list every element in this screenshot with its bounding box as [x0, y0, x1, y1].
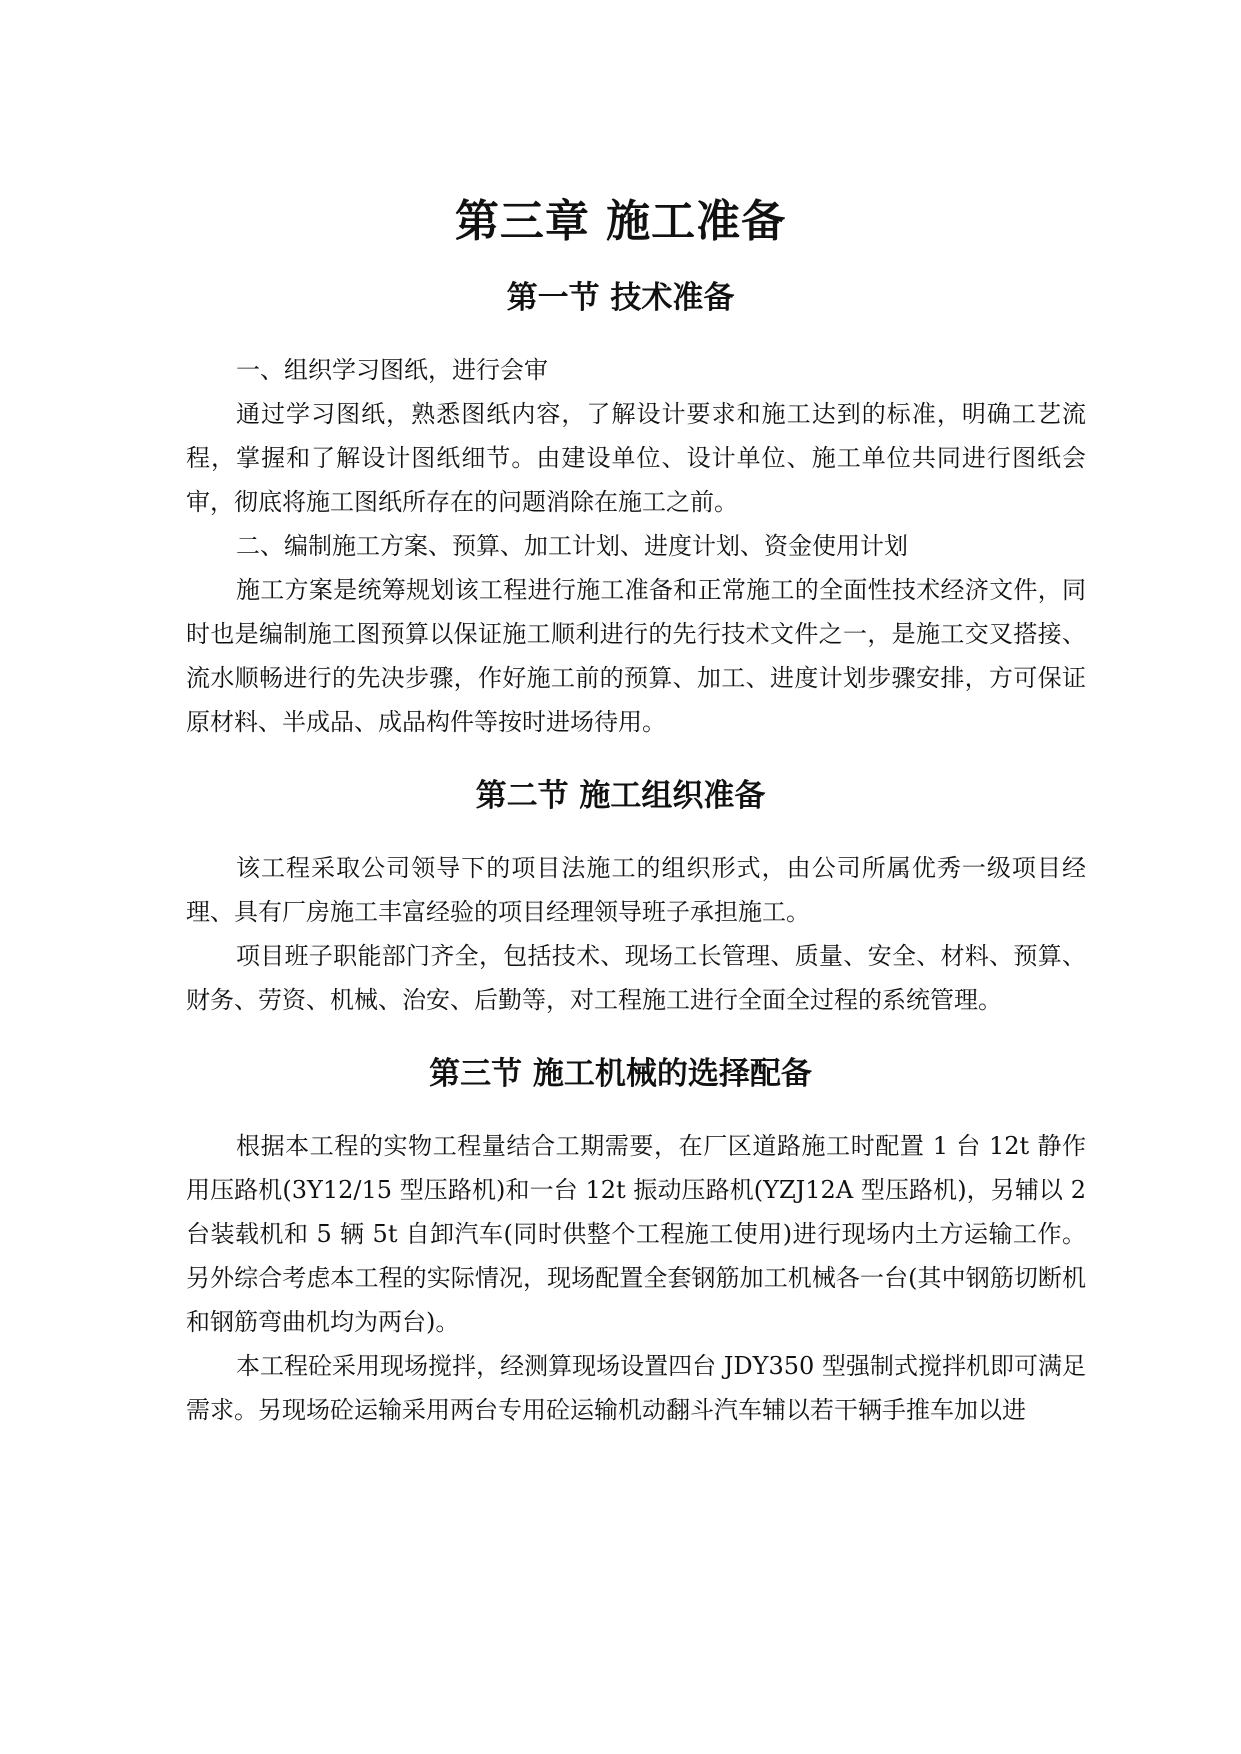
chapter-title: 第三章 施工准备 — [454, 196, 787, 247]
section-title-machinery-selection: 第三节 施工机械的选择配备 — [429, 1056, 812, 1092]
paragraph-organization-form: 该工程采取公司领导下的项目法施工的组织形式，由公司所属优秀一级项目经理、具有厂房施工丰富经验的项目经理领导班子承担施工。 — [186, 854, 1086, 926]
paragraph-construction-plan: 施工方案是统筹规划该工程进行施工准备和正常施工的全面性技术经济文件，同时也是编制施工图预算以保证施工顺利进行的先行技术文件之一，是施工交叉搭接、流水顺畅进行的先决步骤，作好施工前的预算、加工、进度计划步骤安排，方可保证原材料、半成品、成品构件等按时进场待用。 — [186, 576, 1086, 736]
section-title-organization-preparation: 第二节 施工组织准备 — [475, 778, 766, 814]
section-title-technical-preparation: 第一节 技术准备 — [506, 280, 735, 316]
paragraph-concrete-mixing: 本工程砼采用现场搅拌，经测算现场设置四台 JDY350 型强制式搅拌机即可满足需求。另现场砼运输采用两台专用砼运输机动翻斗汽车辅以若干辆手推车加以进 — [186, 1352, 1086, 1424]
subheading-drawing-review: 一、组织学习图纸，进行会审 — [236, 356, 548, 384]
paragraph-road-machinery: 根据本工程的实物工程量结合工期需要，在厂区道路施工时配置 1 台 12t 静作用压路机(3Y12/15 型压路机)和一台 12t 振动压路机(YZJ12A 型压路机)，另辅以 2 台装载机和 5 辆 5t 自卸汽车(同时供整个工程施工使用)进行现场内土方运输工作。另外综合考虑本工程的实际情况，现场配置全套钢筋加工机械各一台(其中钢筋切断机和钢筋弯曲机均为两台)。 — [186, 1132, 1086, 1336]
subheading-plan-compilation: 二、编制施工方案、预算、加工计划、进度计划、资金使用计划 — [236, 532, 908, 560]
paragraph-project-team: 项目班子职能部门齐全，包括技术、现场工长管理、质量、安全、材料、预算、财务、劳资、机械、治安、后勤等，对工程施工进行全面全过程的系统管理。 — [186, 942, 1086, 1014]
paragraph-drawing-review: 通过学习图纸，熟悉图纸内容，了解设计要求和施工达到的标准，明确工艺流程，掌握和了解设计图纸细节。由建设单位、设计单位、施工单位共同进行图纸会审，彻底将施工图纸所存在的问题消除在施工之前。 — [186, 400, 1086, 516]
